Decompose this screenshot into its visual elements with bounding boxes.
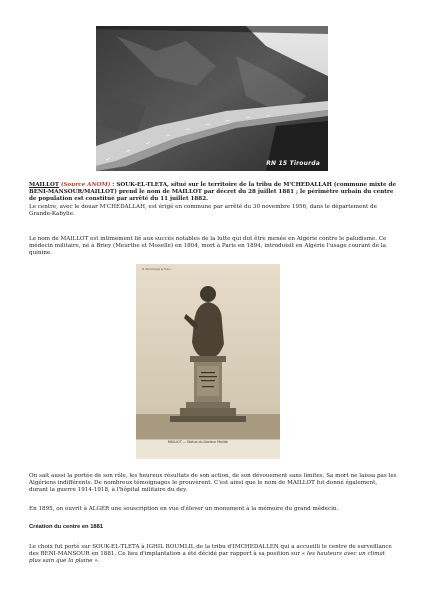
intro-paragraph [29,182,397,218]
legacy-paragraph [29,473,397,495]
creation-text [29,544,397,566]
bottom-fade [0,586,424,600]
photo-caption: RN 15 Tirourda [266,160,320,167]
place-title: MAILLOT [29,182,60,188]
monument-text: En 1895, on ouvrit à ALGER une souscription en vue d'élever un monument à la mémoire du grand médecin. [29,506,339,512]
photo-statue-postcard [136,264,280,459]
mountain-road-image [96,26,328,171]
postcard-publisher: N. Pacomarpe & Folon [142,268,171,271]
source-link[interactable]: (Source ANOM) [60,182,111,188]
creation-quote: les hauteurs avec un climat plus sain que la plaine [29,551,386,565]
creation-paragraph [29,544,397,566]
intro-text-2: Le centre, avec le douar M'CHEDALLAH, est érigé en commune par arrêté du 30 novembre 1956, dans le département de Grande-Kabylie. [29,203,377,217]
intro-text [29,182,397,204]
section-title: Création du centre en 1881 [29,524,104,530]
creation-end: ». [92,558,100,565]
maillot-paragraph [29,236,397,258]
maillot-text: Le nom de MAILLOT est intimement lié aux succès notables de la lutte qui dut être menée en Algérie contre le paludisme. Ce médecin militaire, né à Briey (Meurthe et Moselle) en 1804, mort à Paris en 1894, introduisit en Algérie l'usage courant de la quinine. [29,236,387,257]
statue-image [136,264,280,459]
postcard-caption: MAILLOT — Statue du Docteur Maillot [168,440,228,444]
creation-body: Le choix fut porté sur SOUK-EL-TLETA à IGHIL BOUMLIL de la tribu d'IMCHEDALLEN qui a accueilli le centre de surveillance des BENI-MANSOUR en 1881. Ce lieu d'implantation a été décidé par rapport à sa position sur « [29,544,392,558]
legacy-text: On sait aussi la portée de son rôle, les heureux résultats de son action, de son dévouement sans limites. Sa mort ne laissa pas les Algériens indifférents. De nombreux témoignages le prouvèrent. C'est ainsi que le nom de MAILLOT fut donné également, durant la guerre 1914-1918, à l'hôpital militaire du dey. [29,473,397,494]
photo-mountain-road [96,26,328,171]
monument-paragraph [29,506,397,513]
intro-body: : SOUK-EL-TLETA, situé sur le territoire de la tribu de M'CHEDALLAH (commune mixte de BENI-MANSOUR/MAILLOT) prend le nom de MAILLOT par décret du 28 juillet 1881 ; le périmètre urbain du centre de population est constitué par arrêté du 11 juillet 1882. [29,182,397,203]
